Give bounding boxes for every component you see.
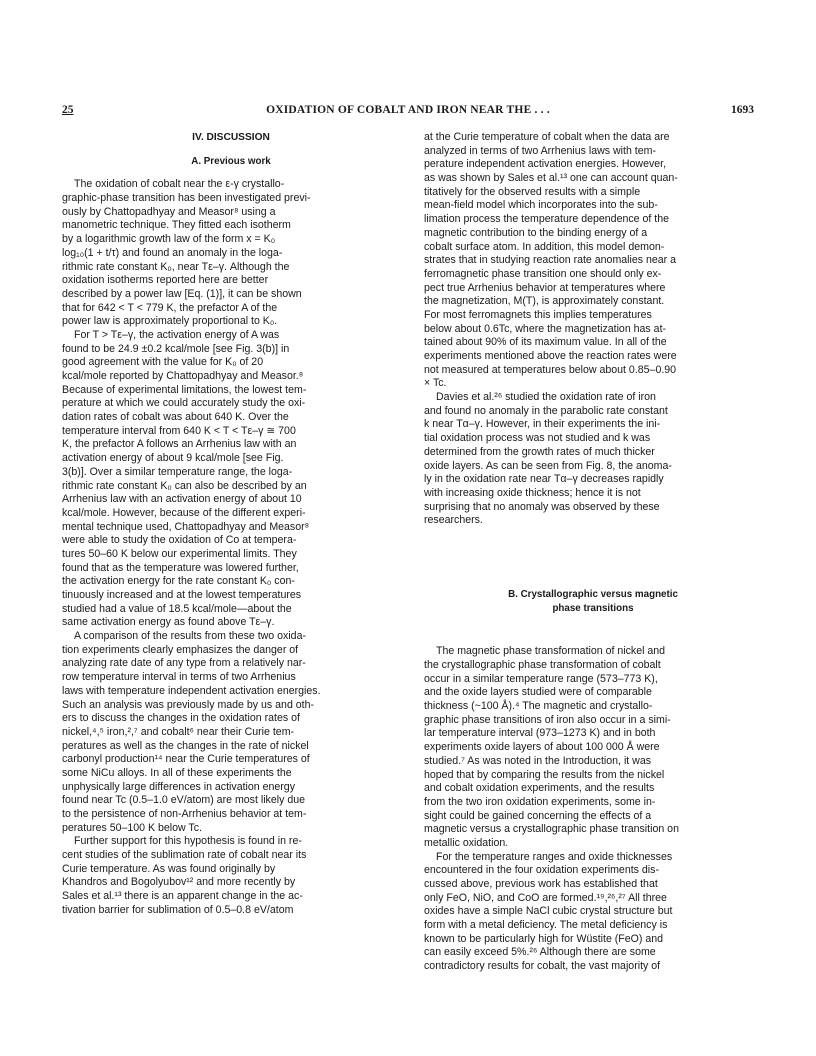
volume-number: 25	[62, 104, 74, 116]
text-line: researchers.	[424, 514, 483, 527]
text-line: with increasing oxide thickness; hence it is not	[424, 486, 641, 499]
text-line: described by a power law [Eq. (1)], it can be shown	[62, 287, 302, 300]
text-line: A comparison of the results from these two oxida-	[74, 630, 306, 643]
text-line: analyzing rate date of any type from a relatively nar-	[62, 657, 306, 670]
text-line: mental technique used, Chattopadhyay and Measor⁸	[62, 520, 310, 533]
text-line: Because of experimental limitations, the lowest tem-	[62, 383, 307, 396]
text-line: at the Curie temperature of cobalt when the data are	[424, 131, 670, 143]
text-line: same activation energy as found above Tε–γ.	[62, 616, 275, 629]
text-line: 3(b)]. Over a similar temperature range, the loga-	[62, 465, 293, 478]
text-line: to the persistence of non-Arrhenius behavior at tem-	[62, 808, 307, 820]
subsection-heading: A. Previous work	[191, 155, 271, 167]
right-column	[424, 131, 762, 974]
text-line: activation energy of about 9 kcal/mole [see Fig.	[62, 452, 284, 465]
text-line: oxide layers. As can be seen from Fig. 8, the anoma-	[424, 459, 672, 472]
text-line: from the two iron oxidation experiments, some in-	[424, 795, 656, 808]
text-line: carbonyl production¹⁴ near the Curie temperatures of	[62, 753, 310, 766]
text-line: The magnetic phase transformation of nickel and	[436, 645, 666, 658]
text-line: found near Tc (0.5–1.0 eV/atom) are most likely due	[62, 794, 306, 807]
subsection-heading-b-line2: phase transitions	[552, 602, 634, 614]
text-line: row temperature interval in terms of two Arrhenius	[62, 671, 296, 684]
text-line: dation rates of cobalt was about 640 K. Over the	[62, 411, 289, 424]
text-line: analyzed in terms of two Arrhenius laws with tem-	[424, 144, 656, 157]
text-line: kcal/mole reported by Chattopadhyay and Measor.⁸	[62, 370, 304, 382]
text-line: strates that in studying reaction rate anomalies near a	[424, 254, 677, 267]
text-line: found to be 24.9 ±0.2 kcal/mole [see Fig. 3(b)] in	[62, 342, 290, 355]
text-line: kcal/mole. However, because of the different experi-	[62, 506, 306, 519]
left-column	[62, 131, 400, 918]
running-title: OXIDATION OF COBALT AND IRON NEAR THE . . .	[266, 104, 550, 116]
text-line: ers to discuss the changes in the oxidation rates of	[62, 712, 300, 725]
text-line: tinuously increased and at the lowest temperatures	[62, 589, 302, 601]
text-line: below about 0.6Tc, where the magnetization has at-	[424, 322, 667, 335]
text-line: by a logarithmic growth law of the form x = K₀	[62, 233, 276, 246]
text-line: temperature interval from 640 K < T < Tε–γ ≅ 700	[62, 424, 296, 437]
text-line: found that as the temperature was lowered further,	[62, 561, 299, 574]
text-line: oxides have a simple NaCl cubic crystal structure but	[424, 905, 673, 918]
text-line: ferromagnetic phase transition one should only ex-	[424, 267, 662, 280]
text-line: thickness (~100 Å).⁴ The magnetic and crystallo-	[424, 700, 653, 713]
text-line: can easily exceed 5%.²⁶ Although there are some	[424, 946, 656, 959]
text-line: lar temperature interval (973–1273 K) and in both	[424, 727, 656, 740]
text-line: perature independent activation energies. However,	[424, 158, 667, 171]
text-line: × Tc.	[424, 377, 447, 390]
text-line: experiments oxide layers of about 100 000 Å were	[424, 741, 660, 754]
text-line: cent studies of the sublimation rate of cobalt near its	[62, 849, 307, 862]
text-line: graphic phase transitions of iron also occur in a simi-	[424, 713, 671, 726]
text-line: tial oxidation process was not studied and k was	[424, 432, 651, 445]
text-line: the magnetization, M(T), is approximately constant.	[424, 295, 665, 308]
text-line: magnetic contribution to the binding energy of a	[424, 226, 648, 239]
text-line: experiments mentioned above the reaction rates were	[424, 350, 677, 362]
text-line: were able to study the oxidation of Co at tempera-	[62, 534, 297, 547]
text-line: hoped that by comparing the results from the nickel	[424, 768, 665, 781]
text-line: nickel,⁴,⁵ iron,²,⁷ and cobalt⁶ near their Curie tem-	[62, 725, 295, 738]
text-line: and cobalt oxidation experiments, and the results	[424, 782, 655, 795]
text-line: Khandros and Bogolyubov¹² and more recently by	[62, 876, 296, 889]
text-line: For the temperature ranges and oxide thicknesses	[436, 850, 673, 863]
text-line: tained about 90% of its maximum value. In all of the	[424, 336, 667, 349]
text-line: manometric technique. They fitted each isotherm	[62, 219, 291, 232]
text-line: Davies et al.²⁶ studied the oxidation rate of iron	[436, 391, 656, 404]
text-line: tion experiments clearly emphasizes the danger of	[62, 643, 299, 656]
text-line: known to be particularly high for Wüstite (FeO) and	[424, 932, 664, 945]
text-line: tures 50–60 K below our experimental limits. They	[62, 547, 297, 560]
text-line: only FeO, NiO, and CoO are formed.¹⁹,²⁶,²⁷ All three	[424, 891, 667, 904]
text-line: The oxidation of cobalt near the ε-γ crystallo-	[74, 178, 285, 191]
text-line: k near Tα–γ. However, in their experiments the ini-	[424, 418, 661, 431]
text-line: not measured at temperatures below about 0.85–0.90	[424, 363, 677, 376]
text-line: determined from the growth rates of much thicker	[424, 445, 655, 458]
text-line: cobalt surface atom. In addition, this model demon-	[424, 240, 665, 253]
text-line: mean-field model which incorporates into the sub-	[424, 199, 658, 212]
text-line: studied had a value of 18.5 kcal/mole—about the	[62, 602, 292, 615]
left-body-text	[62, 178, 400, 917]
text-line: cussed above, previous work has established that	[424, 878, 658, 890]
text-line: rithmic rate constant K₀, near Tε–γ. Although the	[62, 260, 290, 273]
text-line: power law is approximately proportional to K₀.	[62, 315, 278, 328]
right-body-text-bottom	[424, 645, 762, 974]
text-line: occur in a similar temperature range (573–773 K),	[424, 672, 658, 685]
text-line: unphysically large differences in activation energy	[62, 780, 296, 793]
text-line: that for 642 < T < 779 K, the prefactor A of the	[62, 301, 278, 314]
text-line: Arrhenius law with an activation energy of about 10	[62, 493, 302, 506]
text-line: peratures 50–100 K below Tc.	[62, 821, 202, 834]
text-line: Further support for this hypothesis is found in re-	[74, 835, 302, 848]
running-header	[62, 104, 754, 120]
text-line: For T > Tε–γ, the activation energy of A was	[74, 328, 280, 341]
text-line: some NiCu alloys. In all of these experiments the	[62, 766, 292, 779]
text-line: limation process the temperature dependence of the	[424, 213, 669, 226]
text-line: Sales et al.¹³ there is an apparent change in the ac-	[62, 890, 303, 903]
text-line: laws with temperature independent activation energies.	[62, 684, 321, 697]
text-line: Such an analysis was previously made by us and oth-	[62, 698, 315, 711]
subsection-heading-b-line1: B. Crystallographic versus magnetic	[508, 588, 678, 600]
text-line: metallic oxidation.	[424, 836, 509, 849]
text-line: peratures as well as the changes in the rate of nickel	[62, 739, 309, 752]
text-line: Curie temperature. As was found originally by	[62, 862, 276, 875]
text-line: good agreement with the value for K₀ of 20	[62, 356, 264, 369]
text-line: rithmic rate constant K₀ can also be described by an	[62, 479, 307, 492]
text-line: studied.⁷ As was noted in the Introduction, it was	[424, 754, 652, 767]
text-line: contradictory results for cobalt, the vast majority of	[424, 960, 661, 973]
text-line: encountered in the four oxidation experiments dis-	[424, 864, 659, 877]
text-line: titatively for the observed results with a simple	[424, 185, 641, 198]
text-line: the crystallographic phase transformation of cobalt	[424, 659, 661, 671]
text-line: as was shown by Sales et al.¹³ one can account quan-	[424, 172, 678, 185]
text-line: form with a metal deficiency. The metal deficiency is	[424, 919, 668, 932]
right-body-text-top	[424, 131, 762, 528]
text-line: magnetic versus a crystallographic phase transition on	[424, 823, 679, 836]
text-line: log₁₀(1 + t/τ) and found an anomaly in the loga-	[62, 246, 283, 259]
text-line: and found no anomaly in the parabolic rate constant	[424, 404, 668, 417]
text-line: pect true Arrhenius behavior at temperatures where	[424, 281, 666, 294]
text-line: ly in the oxidation rate near Tα–γ decreases rapidly	[424, 473, 664, 486]
text-line: and the oxide layers studied were of comparable	[424, 686, 652, 699]
section-heading: IV. DISCUSSION	[192, 132, 270, 143]
page-number: 1693	[731, 104, 754, 116]
text-line: oxidation isotherms reported here are better	[62, 274, 269, 287]
text-line: graphic-phase transition has been investigated previ-	[62, 192, 311, 205]
text-line: the activation energy for the rate constant K₀ con-	[62, 575, 295, 588]
text-line: For most ferromagnets this implies temperatures	[424, 308, 652, 321]
text-line: K, the prefactor A follows an Arrhenius law with an	[62, 438, 297, 451]
text-line: surprising that no anomaly was observed by these	[424, 500, 660, 513]
text-line: perature at which we could accurately study the oxi-	[62, 397, 306, 410]
text-line: ously by Chattopadhyay and Measor⁸ using a	[62, 205, 276, 218]
text-line: sight could be gained concerning the effects of a	[424, 809, 652, 822]
text-line: tivation barrier for sublimation of 0.5–0.8 eV/atom	[62, 903, 294, 916]
